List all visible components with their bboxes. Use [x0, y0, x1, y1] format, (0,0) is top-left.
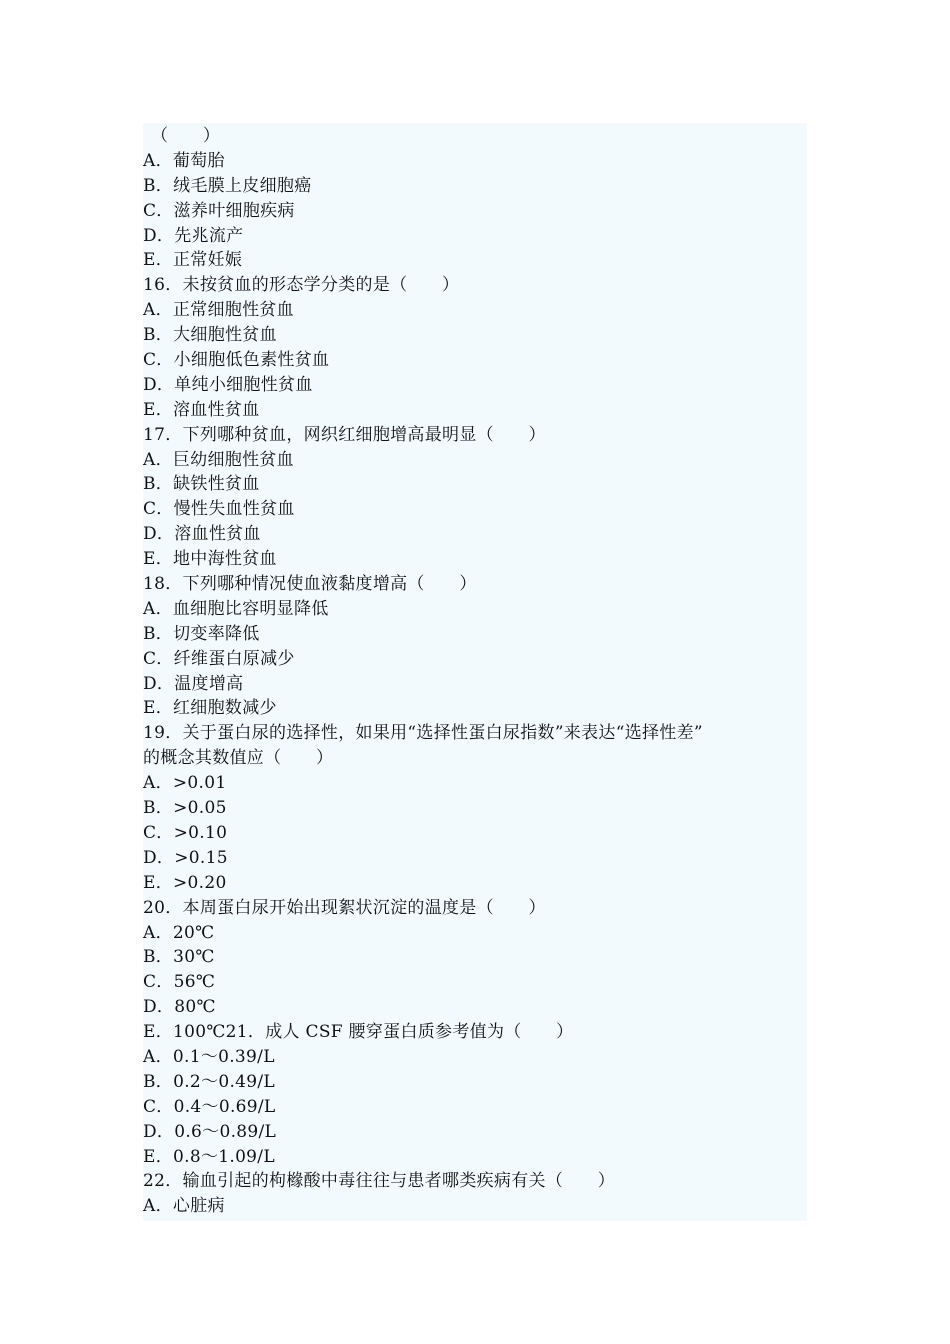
text-line: B．30℃ [143, 947, 215, 968]
text-line: 20．本周蛋白尿开始出现絮状沉淀的温度是（ ） [143, 897, 546, 918]
text-line: E．溶血性贫血 [143, 399, 260, 420]
text-line: B．绒毛膜上皮细胞癌 [143, 175, 312, 196]
text-line: C．0.4～0.69/L [143, 1096, 276, 1117]
text-line: D．溶血性贫血 [143, 524, 261, 545]
text-line: C．>0.10 [143, 822, 228, 843]
text-line: 22．输血引起的枸橼酸中毒往往与患者哪类疾病有关（ ） [143, 1171, 616, 1192]
text-line: E．>0.20 [143, 872, 227, 893]
text-line: E．红细胞数减少 [143, 698, 277, 719]
text-line: 16．未按贫血的形态学分类的是（ ） [143, 275, 460, 296]
text-line: D．>0.15 [143, 847, 228, 868]
text-line: E．地中海性贫血 [143, 549, 277, 570]
text-line: 17．下列哪种贫血，网织红细胞增高最明显（ ） [143, 424, 546, 445]
text-line: A．血细胞比容明显降低 [143, 598, 329, 619]
text-line: A．0.1～0.39/L [143, 1046, 275, 1067]
text-line: B．0.2～0.49/L [143, 1071, 275, 1092]
text-line: A．心脏病 [143, 1196, 225, 1217]
text-line: D．0.6～0.89/L [143, 1121, 277, 1142]
text-line: C．滋养叶细胞疾病 [143, 200, 295, 221]
question-text-lines [143, 124, 807, 1219]
text-line: 19．关于蛋白尿的选择性，如果用“选择性蛋白尿指数”来表达“选择性差” [143, 723, 703, 744]
text-line: A．20℃ [143, 922, 215, 943]
text-line: B．>0.05 [143, 798, 227, 819]
text-line: A．正常细胞性贫血 [143, 300, 294, 321]
text-line: A．巨幼细胞性贫血 [143, 449, 294, 470]
text-line: E．100℃21．成人 CSF 腰穿蛋白质参考值为（ ） [143, 1022, 574, 1043]
text-line: E．正常妊娠 [143, 250, 243, 271]
text-line: D．先兆流产 [143, 225, 244, 246]
text-line: C．56℃ [143, 972, 216, 993]
text-line: B．缺铁性贫血 [143, 474, 260, 495]
text-line: B．大细胞性贫血 [143, 325, 277, 346]
text-line: A．>0.01 [143, 773, 227, 794]
text-line: E．0.8～1.09/L [143, 1146, 275, 1167]
text-line: D．温度增高 [143, 673, 244, 694]
text-line: D．80℃ [143, 997, 216, 1018]
text-line: 18．下列哪种情况使血液黏度增高（ ） [143, 574, 477, 595]
text-line: （ ） [151, 126, 221, 146]
text-line: D．单纯小细胞性贫血 [143, 374, 313, 395]
text-line: C．纤维蛋白原减少 [143, 648, 295, 669]
text-line: A．葡萄胎 [143, 150, 225, 171]
text-line: B．切变率降低 [143, 623, 260, 644]
text-line: C．小细胞低色素性贫血 [143, 350, 330, 371]
text-line: C．慢性失血性贫血 [143, 499, 295, 520]
text-line: 的概念其数值应（ ） [143, 748, 334, 769]
